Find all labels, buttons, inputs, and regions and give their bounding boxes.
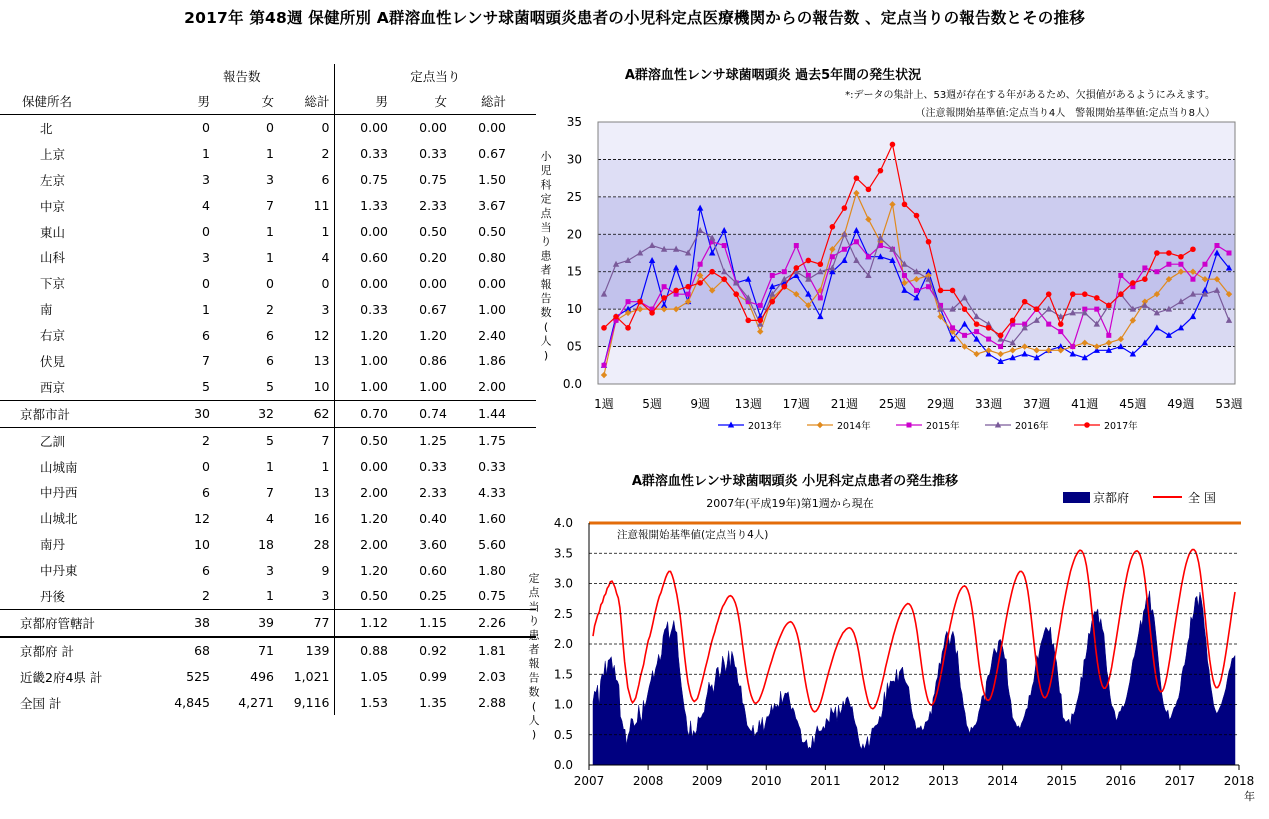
male-count: 4 xyxy=(202,198,210,214)
name-cell: 下京 xyxy=(40,276,66,292)
per-male: 0.70 xyxy=(334,400,392,427)
col-header-female: 女 xyxy=(214,88,278,115)
ylabel-char: ( xyxy=(543,320,549,334)
female-count: 71 xyxy=(214,637,278,664)
male-count: 0 xyxy=(202,459,210,475)
y-tick-label: 2.5 xyxy=(553,606,573,621)
y-tick-label: 15 xyxy=(566,264,582,279)
per-total: 2.00 xyxy=(478,379,506,395)
ylabel-char: 児 xyxy=(540,164,552,178)
name-cell: 右京 xyxy=(40,328,66,344)
male-count: 3 xyxy=(202,249,210,265)
male-count: 0 xyxy=(202,120,210,136)
legend-label: 2016年 xyxy=(1015,421,1049,432)
per-female: 0.25 xyxy=(419,588,447,604)
total-count: 62 xyxy=(278,400,334,427)
group-header-reports: 報告数 xyxy=(150,64,334,88)
per-male: 0.33 xyxy=(360,146,388,162)
per-male: 1.12 xyxy=(334,609,392,636)
y-tick-label: 3.5 xyxy=(553,546,573,561)
total-count: 1 xyxy=(278,454,334,480)
male-count: 4,845 xyxy=(174,695,210,711)
total-count: 11 xyxy=(278,193,334,219)
total-count: 9,116 xyxy=(278,690,334,716)
per-total: 5.60 xyxy=(478,536,506,552)
per-male: 0.50 xyxy=(360,588,388,604)
total-count: 9 xyxy=(278,557,334,583)
per-male: 0.00 xyxy=(360,459,388,475)
per-total: 1.60 xyxy=(478,510,506,526)
name-cell: 京都市計 xyxy=(0,400,150,427)
name-cell: 中京 xyxy=(40,198,66,214)
per-female: 1.20 xyxy=(419,327,447,343)
ylabel-char: 告 xyxy=(540,292,552,305)
per-female: 0.00 xyxy=(419,275,447,291)
total-count: 1,021 xyxy=(278,664,334,690)
male-count: 7 xyxy=(202,353,210,369)
col-header-per-total: 総計 xyxy=(451,88,510,115)
y-tick-label: 10 xyxy=(566,302,582,317)
total-count: 28 xyxy=(278,531,334,557)
per-total: 0.00 xyxy=(478,275,506,291)
name-cell: 中丹東 xyxy=(40,563,78,579)
female-count: 3 xyxy=(266,562,274,578)
per-male: 0.88 xyxy=(334,637,392,664)
x-tick-label: 45週 xyxy=(1119,397,1147,411)
per-male: 1.20 xyxy=(360,562,388,578)
male-count: 6 xyxy=(202,327,210,343)
x-tick-label: 2014 xyxy=(987,774,1018,788)
per-male: 1.33 xyxy=(360,198,388,214)
ylabel-char: 者 xyxy=(540,263,552,277)
chart1-note: *:データの集計上、53週が存在する年があるため、欠損値があるようにみえます。 xyxy=(845,90,1215,101)
y-tick-label: 3.0 xyxy=(553,576,573,591)
legend-label: 2013年 xyxy=(748,421,782,432)
ylabel-char: 数 xyxy=(540,306,552,320)
x-tick-label: 37週 xyxy=(1023,397,1051,411)
per-female: 1.35 xyxy=(419,695,447,711)
per-total: 0.00 xyxy=(478,120,506,136)
x-tick-label: 1週 xyxy=(594,397,614,411)
male-count: 0 xyxy=(202,224,210,239)
legend-swatch xyxy=(1063,492,1090,503)
name-cell: 南 xyxy=(40,302,53,318)
chart1-title: A群溶血性レンサ球菌咽頭炎 過去5年間の発生状況 xyxy=(624,68,922,83)
name-cell: 山城北 xyxy=(40,511,78,527)
ylabel-char: 定 xyxy=(528,572,540,585)
x-tick-label: 17週 xyxy=(782,397,810,411)
per-total: 2.03 xyxy=(478,669,506,685)
total-count: 13 xyxy=(278,479,334,505)
total-count: 3 xyxy=(278,296,334,322)
female-count: 496 xyxy=(250,669,274,685)
male-count: 12 xyxy=(194,510,210,526)
female-count: 0 xyxy=(266,120,274,136)
per-male: 1.20 xyxy=(360,510,388,526)
female-count: 3 xyxy=(266,172,274,188)
female-count: 5 xyxy=(266,379,274,395)
total-count: 2 xyxy=(278,141,334,167)
ylabel-char: 当 xyxy=(540,221,552,234)
ylabel-char: 報 xyxy=(528,657,540,671)
ylabel-char: ( xyxy=(531,699,537,713)
male-count: 2 xyxy=(150,427,214,453)
female-count: 2 xyxy=(266,301,274,317)
ylabel-char: ) xyxy=(543,348,549,362)
x-tick-label: 2012 xyxy=(869,774,900,788)
male-count: 5 xyxy=(202,379,210,395)
per-total: 1.00 xyxy=(478,301,506,317)
col-header-total: 総計 xyxy=(278,88,334,115)
y-tick-label: 0.0 xyxy=(562,377,582,391)
per-total: 2.40 xyxy=(478,327,506,343)
per-female: 0.67 xyxy=(419,301,447,317)
per-female: 0.86 xyxy=(419,353,447,369)
y-tick-label: 4.0 xyxy=(553,516,573,530)
per-female: 0.40 xyxy=(419,510,447,526)
per-total: 1.86 xyxy=(478,353,506,369)
ylabel-char: 人 xyxy=(528,714,540,727)
total-count: 139 xyxy=(278,637,334,664)
ylabel-char: 当 xyxy=(528,600,540,614)
total-count: 3 xyxy=(278,583,334,609)
ylabel-char: り xyxy=(528,614,540,628)
x-tick-label: 2018 xyxy=(1223,774,1255,788)
per-male: 0.33 xyxy=(360,301,388,317)
legend-label: 全 国 xyxy=(1188,491,1216,505)
name-cell: 山城南 xyxy=(40,459,78,475)
per-female: 0.00 xyxy=(419,120,447,136)
total-count: 7 xyxy=(278,427,334,453)
per-female: 2.33 xyxy=(419,484,447,500)
male-count: 1 xyxy=(202,301,210,317)
chart1-threshold-note: （注意報開始基準値:定点当り4人 警報開始基準値:定点当り8人） xyxy=(915,108,1215,119)
x-tick-label: 53週 xyxy=(1215,397,1243,411)
y-tick-label: 35 xyxy=(566,115,582,129)
per-female: 0.75 xyxy=(419,172,447,188)
female-count: 1 xyxy=(266,459,274,475)
per-total: 3.67 xyxy=(478,198,506,214)
per-total: 0.33 xyxy=(478,459,506,475)
x-tick-label: 25週 xyxy=(878,397,907,411)
name-cell: 乙訓 xyxy=(0,427,150,453)
female-count: 4,271 xyxy=(238,695,274,711)
x-tick-label: 2008 xyxy=(632,774,664,788)
per-total: 2.88 xyxy=(478,695,506,711)
x-tick-label: 2011 xyxy=(810,774,841,788)
female-count: 4 xyxy=(266,510,274,526)
per-female: 0.50 xyxy=(419,224,447,239)
x-tick-label: 33週 xyxy=(974,397,1003,411)
x-tick-label: 2017 xyxy=(1164,774,1196,788)
y-tick-label: 20 xyxy=(566,227,582,242)
ylabel-char: 点 xyxy=(528,586,540,600)
male-count: 38 xyxy=(150,609,214,636)
male-count: 525 xyxy=(186,669,210,685)
per-total: 0.75 xyxy=(478,588,506,604)
per-female: 1.15 xyxy=(392,609,451,636)
legend-label: 京都府 xyxy=(1093,491,1130,505)
male-count: 68 xyxy=(150,637,214,664)
per-male: 0.00 xyxy=(360,275,388,291)
group-header-per-sentinel: 定点当り xyxy=(410,69,461,84)
per-total: 1.44 xyxy=(451,400,510,427)
x-tick-label: 2009 xyxy=(691,774,723,788)
total-count: 16 xyxy=(278,505,334,531)
y-tick-label: 25 xyxy=(566,189,582,204)
per-male: 1.20 xyxy=(360,327,388,343)
per-male: 2.00 xyxy=(360,536,388,552)
per-total: 0.67 xyxy=(478,146,506,162)
ylabel-char: 告 xyxy=(528,671,540,685)
female-count: 1 xyxy=(266,146,274,162)
x-tick-label: 2015 xyxy=(1046,774,1078,788)
per-total: 1.75 xyxy=(451,427,510,453)
y-tick-label: 1.5 xyxy=(553,667,573,682)
x-tick-label: 21週 xyxy=(830,397,859,411)
ylabel-char: 小 xyxy=(540,150,552,163)
ylabel-char: 患 xyxy=(528,628,540,642)
col-header-per-male: 男 xyxy=(334,88,392,115)
x-tick-label: 5週 xyxy=(642,397,662,411)
female-count: 0 xyxy=(266,275,274,291)
x-tick-label: 9週 xyxy=(690,397,710,411)
name-cell: 京都府管轄計 xyxy=(0,609,150,636)
name-cell: 全国 計 xyxy=(20,695,62,711)
chart2-annotation: 注意報開始基準値(定点当り4人) xyxy=(617,529,769,541)
y-tick-label: 0.0 xyxy=(553,758,573,772)
per-female: 0.33 xyxy=(419,459,447,475)
col-header-name: 保健所名 xyxy=(0,88,150,115)
x-tick-label: 49週 xyxy=(1167,397,1195,411)
total-count: 10 xyxy=(278,374,334,400)
female-count: 1 xyxy=(266,224,274,239)
chart2-ylabel xyxy=(529,572,541,741)
per-male: 0.00 xyxy=(360,224,388,239)
male-count: 0 xyxy=(202,275,210,291)
x-tick-label: 13週 xyxy=(734,397,762,411)
legend-label: 2015年 xyxy=(926,421,960,432)
per-total: 0.50 xyxy=(478,224,506,239)
per-female: 1.00 xyxy=(419,379,447,395)
female-count: 6 xyxy=(266,327,274,343)
name-cell: 東山 xyxy=(40,224,66,240)
female-count: 39 xyxy=(214,609,278,636)
ylabel-char: 患 xyxy=(540,249,552,263)
per-female: 0.74 xyxy=(392,400,451,427)
name-cell: 上京 xyxy=(40,146,66,162)
ylabel-char: り xyxy=(540,235,552,249)
per-total: 2.26 xyxy=(451,609,510,636)
name-cell: 京都府 計 xyxy=(0,637,150,664)
col-header-per-female: 女 xyxy=(392,88,451,115)
total-count: 4 xyxy=(278,244,334,270)
per-male: 0.60 xyxy=(360,249,388,265)
y-tick-label: 0.5 xyxy=(553,727,573,742)
ylabel-char: ) xyxy=(531,728,537,742)
x-tick-label: 41週 xyxy=(1071,397,1099,411)
total-count: 0 xyxy=(278,270,334,296)
female-count: 6 xyxy=(266,353,274,369)
chart2-subtitle: 2007年(平成19年)第1週から現在 xyxy=(706,497,874,510)
per-male: 1.05 xyxy=(360,669,388,685)
x-tick-label: 2013 xyxy=(928,774,959,788)
per-female: 1.25 xyxy=(392,427,451,453)
page-title: 2017年 第48週 保健所別 A群溶血性レンサ球菌咽頭炎患者の小児科定点医療機関からの報告数 、定点当りの報告数とその推移 xyxy=(184,9,1085,27)
x-tick-label: 2007 xyxy=(573,774,605,788)
per-female: 0.92 xyxy=(392,637,451,664)
male-count: 2 xyxy=(202,588,210,604)
legend-label: 2017年 xyxy=(1104,421,1138,432)
total-count: 0 xyxy=(278,115,334,141)
name-cell: 中丹西 xyxy=(40,485,78,501)
name-cell: 南丹 xyxy=(40,537,66,553)
per-male: 0.75 xyxy=(360,172,388,188)
total-count: 1 xyxy=(278,219,334,245)
per-female: 0.20 xyxy=(419,249,447,265)
total-count: 6 xyxy=(278,167,334,193)
legend-label: 2014年 xyxy=(837,421,871,432)
per-male: 0.50 xyxy=(334,427,392,453)
ylabel-char: 者 xyxy=(528,643,540,656)
ylabel-char: 定 xyxy=(540,192,552,206)
y-tick-label: 05 xyxy=(566,339,582,354)
name-cell: 北 xyxy=(40,120,53,136)
per-male: 1.00 xyxy=(360,379,388,395)
col-header-male: 男 xyxy=(150,88,214,115)
male-count: 6 xyxy=(202,484,210,500)
per-total: 1.81 xyxy=(451,637,510,664)
y-tick-label: 30 xyxy=(566,152,582,167)
x-tick-label: 2016 xyxy=(1105,774,1137,788)
chart2-title: A群溶血性レンサ球菌咽頭炎 小児科定点患者の発生推移 xyxy=(631,474,959,489)
female-count: 5 xyxy=(214,427,278,453)
male-count: 30 xyxy=(150,400,214,427)
name-cell: 丹後 xyxy=(40,588,66,604)
name-cell: 左京 xyxy=(40,172,66,188)
male-count: 6 xyxy=(202,562,210,578)
y-tick-label: 1.0 xyxy=(553,697,573,712)
ylabel-char: 人 xyxy=(540,334,552,348)
per-total: 1.80 xyxy=(478,562,506,578)
male-count: 3 xyxy=(202,172,210,188)
per-total: 4.33 xyxy=(478,484,506,500)
per-female: 3.60 xyxy=(419,536,447,552)
per-male: 1.00 xyxy=(360,353,388,369)
female-count: 32 xyxy=(214,400,278,427)
male-count: 10 xyxy=(194,536,210,552)
name-cell: 山科 xyxy=(40,250,66,266)
ylabel-char: 数 xyxy=(528,685,540,699)
female-count: 1 xyxy=(266,588,274,604)
ylabel-char: 科 xyxy=(540,178,552,192)
female-count: 1 xyxy=(266,249,274,265)
per-female: 2.33 xyxy=(419,198,447,214)
per-female: 0.99 xyxy=(419,669,447,685)
x-tick-label: 29週 xyxy=(926,397,955,411)
name-cell: 近畿2府4県 計 xyxy=(20,669,103,685)
chart2-legend xyxy=(1063,490,1216,505)
per-total: 1.50 xyxy=(478,172,506,188)
ylabel-char: 報 xyxy=(540,277,552,291)
female-count: 18 xyxy=(258,536,274,552)
name-cell: 伏見 xyxy=(40,353,66,369)
per-male: 1.53 xyxy=(360,695,388,711)
ylabel-char: 点 xyxy=(540,206,552,220)
total-count: 12 xyxy=(278,322,334,348)
male-count: 1 xyxy=(202,146,210,162)
per-female: 0.33 xyxy=(419,146,447,162)
x-tick-label: 2010 xyxy=(750,774,782,788)
total-count: 77 xyxy=(278,609,334,636)
chart2-x-unit: 年 xyxy=(1244,790,1255,803)
y-tick-label: 2.0 xyxy=(553,637,573,651)
female-count: 7 xyxy=(266,484,274,500)
per-female: 0.60 xyxy=(419,562,447,578)
female-count: 7 xyxy=(266,198,274,214)
per-total: 0.80 xyxy=(478,249,506,265)
per-male: 0.00 xyxy=(360,120,388,136)
name-cell: 西京 xyxy=(40,379,66,395)
per-male: 2.00 xyxy=(360,484,388,500)
total-count: 13 xyxy=(278,348,334,374)
